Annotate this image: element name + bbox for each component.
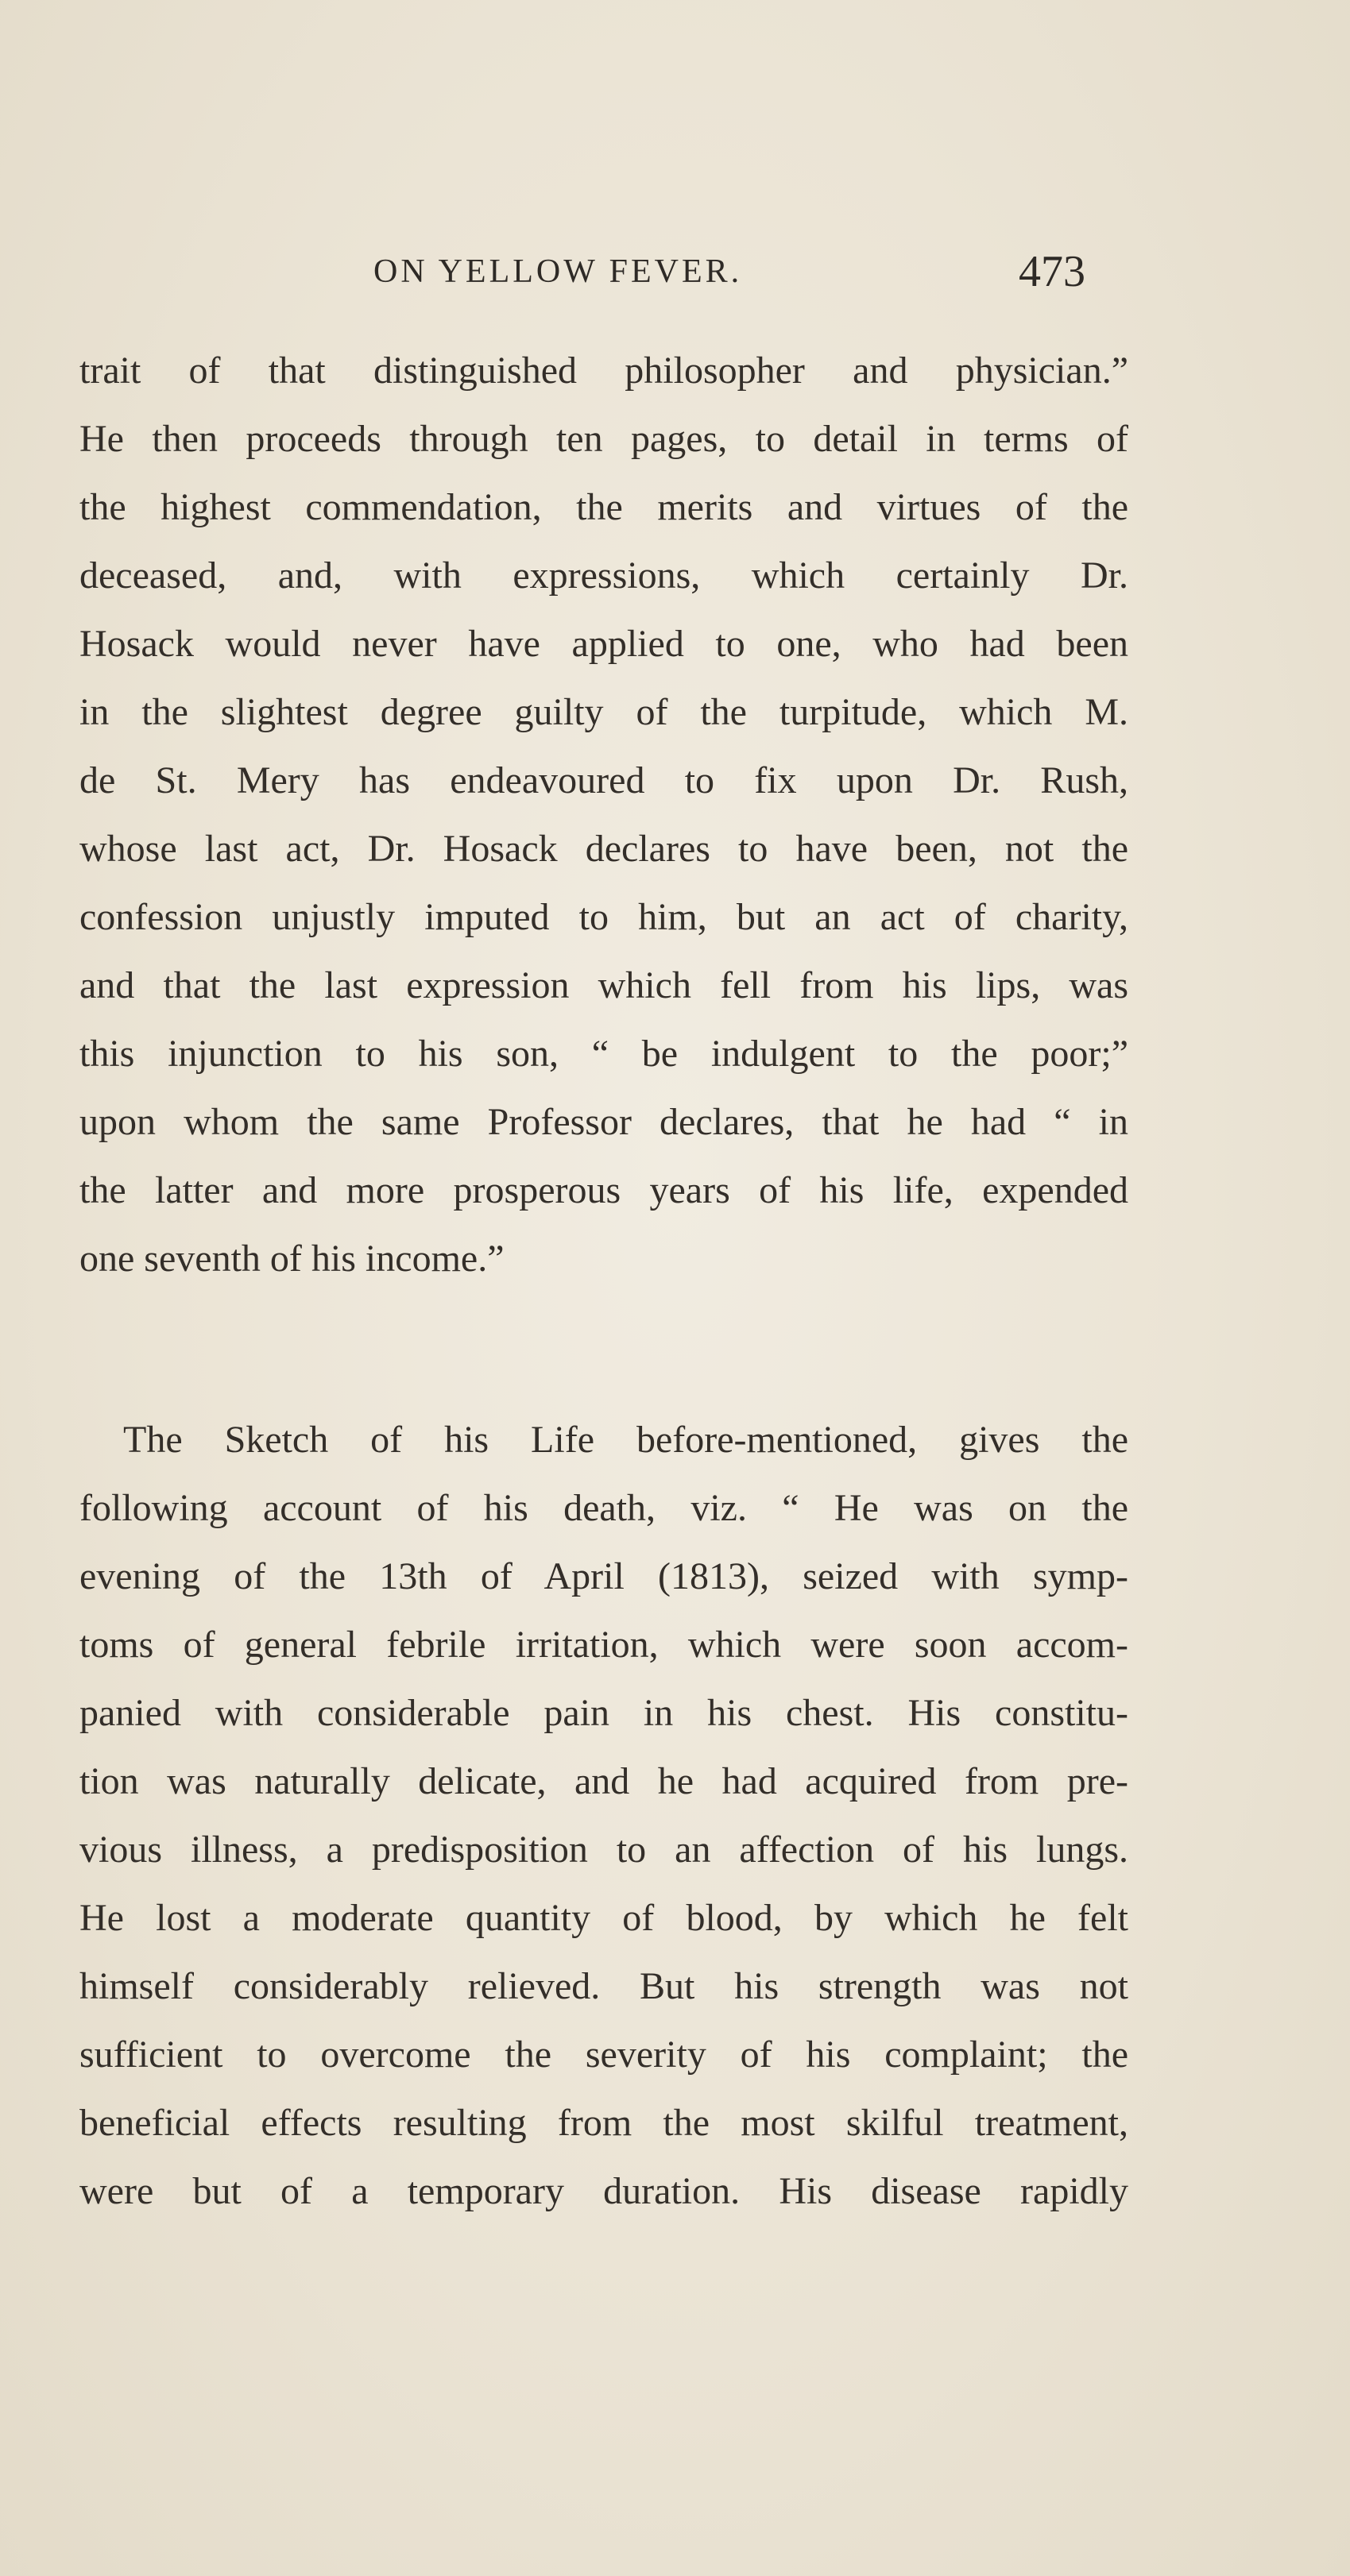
- paragraph-line: himself considerably relieved. But his strength was not: [79, 1965, 1128, 2007]
- paragraph-line: tion was naturally delicate, and he had acquired from pre-: [79, 1760, 1128, 1802]
- paragraph-line: evening of the 13th of April (1813), seized with symp-: [79, 1555, 1128, 1597]
- paragraph-line: deceased, and, with expressions, which certainly Dr.: [79, 554, 1128, 597]
- paragraph-line: The Sketch of his Life before-mentioned, gives the: [123, 1419, 1128, 1461]
- paragraph-2: [79, 1406, 1128, 2226]
- paragraph-line: trait of that distinguished philosopher and physician.”: [79, 350, 1128, 392]
- paragraph-line: one seventh of his income.”: [79, 1238, 505, 1280]
- paragraph-line: beneficial effects resulting from the most skilful treatment,: [79, 2102, 1128, 2144]
- paragraph-line: He lost a moderate quantity of blood, by which he felt: [79, 1897, 1128, 1939]
- paragraph-line: panied with considerable pain in his chest. His constitu-: [79, 1692, 1128, 1734]
- paragraph-line: whose last act, Dr. Hosack declares to have been, not the: [79, 828, 1128, 870]
- paragraph-line: sufficient to overcome the severity of his complaint; the: [79, 2033, 1128, 2076]
- paragraph-line: following account of his death, viz. “ He was on the: [79, 1487, 1128, 1529]
- paragraph-line: the highest commendation, the merits and virtues of the: [79, 486, 1128, 528]
- paragraph-line: were but of a temporary duration. His disease rapidly: [79, 2170, 1128, 2212]
- running-head: [0, 247, 1350, 316]
- page-number: 473: [1019, 247, 1085, 296]
- paragraph-line: He then proceeds through ten pages, to detail in terms of: [79, 418, 1128, 460]
- paragraph-line: vious illness, a predisposition to an affection of his lungs.: [79, 1829, 1128, 1871]
- paragraph-1: [79, 337, 1128, 1293]
- paragraph-line: this injunction to his son, “ be indulgent to the poor;”: [79, 1033, 1128, 1075]
- paragraph-line: de St. Mery has endeavoured to fix upon Dr. Rush,: [79, 759, 1128, 801]
- paragraph-line: Hosack would never have applied to one, who had been: [79, 623, 1128, 665]
- paragraph-line: in the slightest degree guilty of the turpitude, which M.: [79, 691, 1128, 733]
- running-title: ON YELLOW FEVER.: [373, 253, 743, 290]
- paragraph-line: confession unjustly imputed to him, but an act of charity,: [79, 896, 1128, 938]
- paragraph-line: and that the last expression which fell from his lips, was: [79, 964, 1128, 1006]
- paragraph-line: toms of general febrile irritation, which were soon accom-: [79, 1624, 1128, 1666]
- paragraph-line: upon whom the same Professor declares, that he had “ in: [79, 1101, 1128, 1143]
- paragraph-line: the latter and more prosperous years of his life, expended: [79, 1169, 1128, 1211]
